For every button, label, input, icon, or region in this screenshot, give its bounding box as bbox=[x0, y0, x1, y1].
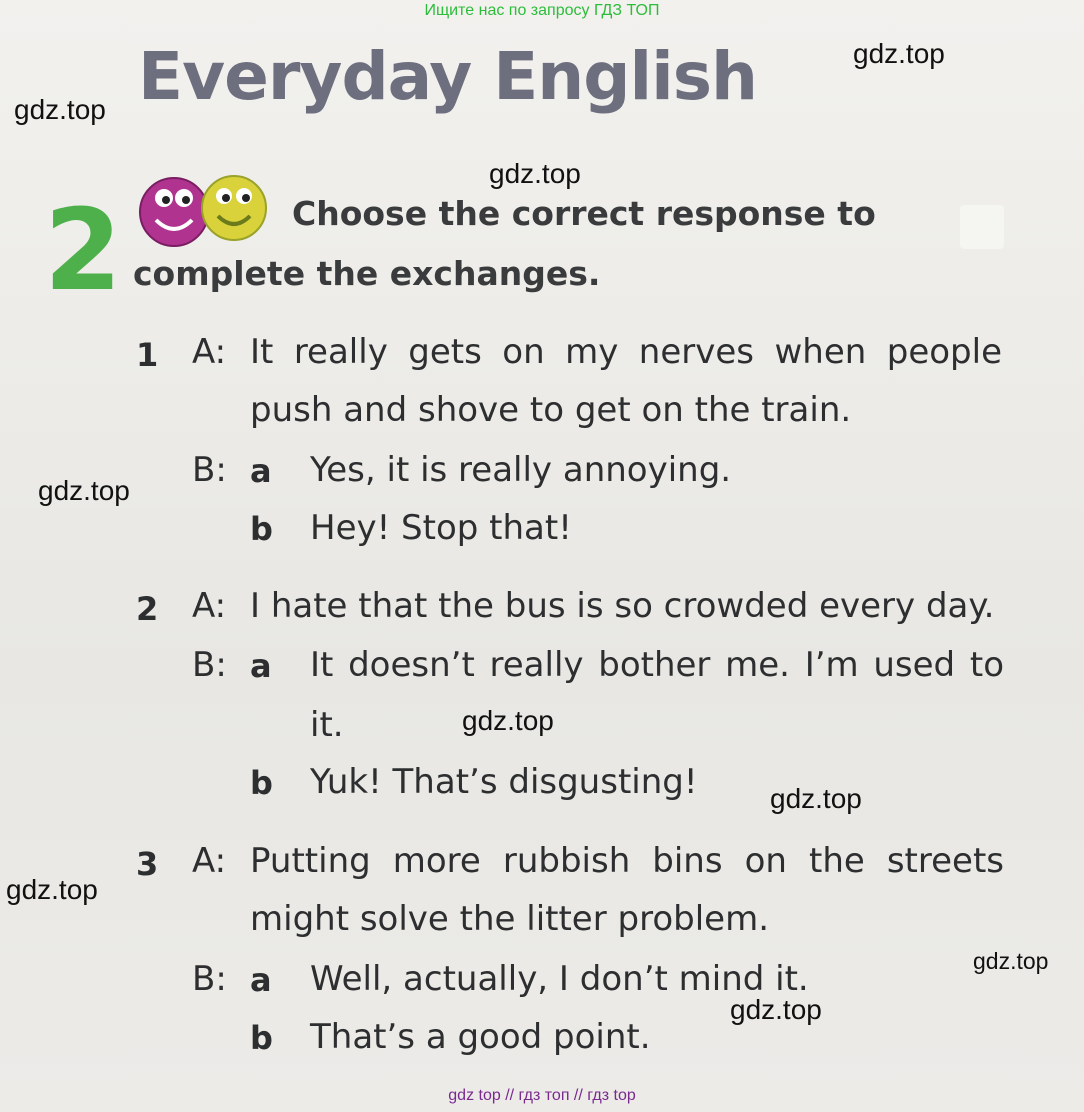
speaker-b-label: B: bbox=[192, 645, 227, 685]
speaker-a-line: I hate that the bus is so crowded every day. bbox=[250, 586, 995, 626]
option-letter: a bbox=[250, 961, 272, 999]
page-title: Everyday English bbox=[138, 38, 758, 115]
bottom-banner: gdz top // гдз топ // гдз top bbox=[448, 1087, 636, 1104]
option-text: That’s a good point. bbox=[310, 1017, 651, 1057]
instruction-line-2: complete the exchanges. bbox=[133, 254, 601, 293]
watermark: gdz.top bbox=[489, 158, 581, 189]
speaker-b-label: B: bbox=[192, 450, 227, 490]
watermark: gdz.top bbox=[38, 475, 130, 506]
faded-box bbox=[960, 205, 1004, 249]
option-letter: b bbox=[250, 1019, 273, 1057]
smiley-faces-icon bbox=[134, 168, 274, 248]
option-text: It doesn’t really bother me. I’m used to bbox=[310, 645, 1004, 685]
watermark: gdz.top bbox=[730, 994, 822, 1025]
option-text: Yuk! That’s disgusting! bbox=[310, 762, 698, 802]
speaker-a-label: A: bbox=[192, 586, 227, 626]
speaker-a-line: push and shove to get on the train. bbox=[250, 390, 852, 430]
instruction-line-1: Choose the correct response to bbox=[292, 194, 876, 233]
watermark: gdz.top bbox=[14, 94, 106, 125]
option-text: it. bbox=[310, 705, 344, 745]
speaker-a-label: A: bbox=[192, 841, 227, 881]
speaker-a-label: A: bbox=[192, 332, 227, 372]
item-number: 1 bbox=[136, 336, 159, 374]
speaker-a-line: Putting more rubbish bins on the streets bbox=[250, 841, 1004, 881]
option-text: Hey! Stop that! bbox=[310, 508, 572, 548]
watermark: gdz.top bbox=[770, 783, 862, 814]
watermark: gdz.top bbox=[973, 948, 1049, 974]
watermark: gdz.top bbox=[462, 705, 554, 736]
watermark: gdz.top bbox=[853, 38, 945, 69]
watermark: gdz.top bbox=[6, 874, 98, 905]
item-number: 3 bbox=[136, 845, 159, 883]
option-text: Yes, it is really annoying. bbox=[310, 450, 732, 490]
exercise-number: 2 bbox=[44, 186, 118, 316]
speaker-a-line: might solve the litter problem. bbox=[250, 899, 769, 939]
option-letter: a bbox=[250, 452, 272, 490]
speaker-a-line: It really gets on my nerves when people bbox=[250, 332, 1002, 372]
top-banner: Ищите нас по запросу ГДЗ ТОП bbox=[424, 2, 660, 19]
item-number: 2 bbox=[136, 590, 159, 628]
option-letter: b bbox=[250, 764, 273, 802]
speaker-b-label: B: bbox=[192, 959, 227, 999]
option-letter: a bbox=[250, 647, 272, 685]
option-text: Well, actually, I don’t mind it. bbox=[310, 959, 809, 999]
option-letter: b bbox=[250, 510, 273, 548]
